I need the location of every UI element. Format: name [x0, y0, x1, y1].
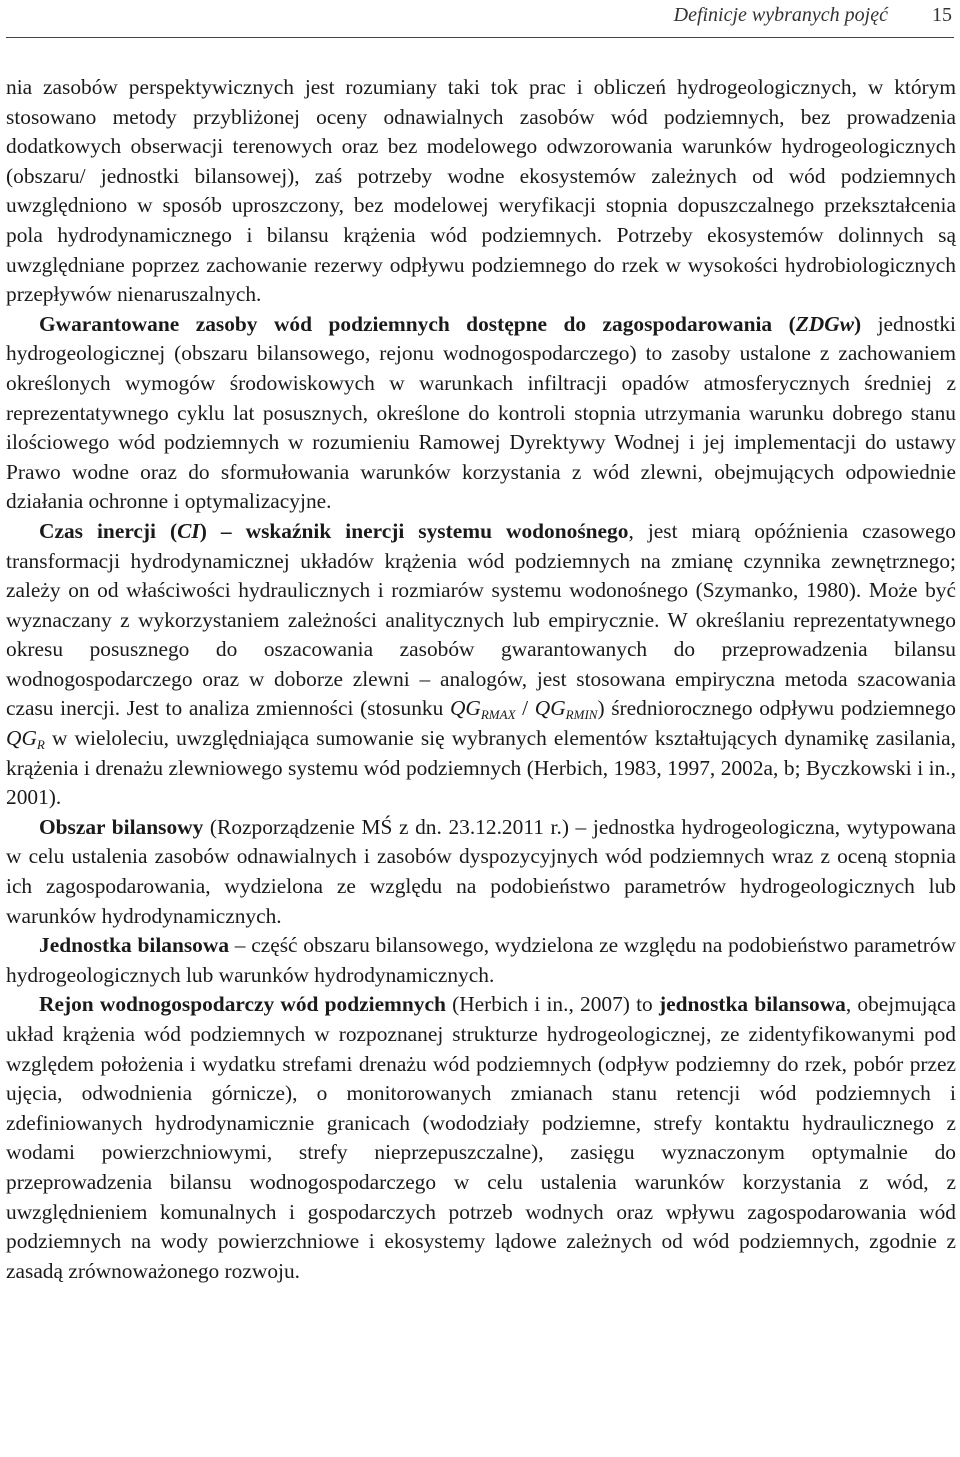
symbol-qg-r: $QG_R$ — [6, 726, 45, 753]
page-body — [6, 73, 956, 1286]
definition-body: jednostki hydrogeologicznej (obszaru bilansowego, rejonu wodnogospodarczego) to zasoby ustalone z zachowaniem określonych wymogów środowiskowych w warunkach infiltracji opadów atmosferycznych średniej z reprezentatywnego cyklu lat posusznych, określone do kontroli stopnia utrzymania warunku dobrego stanu ilościowego wód podziemnych w rozumieniu Ramowej Dyrektywy Wodnej i jej implementacji do ustawy Prawo wodne oraz do sformułowania warunków korzystania z wód zlewni, obejmujących odpowiednie działania ochronne i optymalizacyjne. — [6, 311, 956, 514]
definition-rejon-wodnogospodarczy: Rejon wodnogospodarczy wód podziemnych (Herbich i in., 2007) to jednostka bilansowa, obejmująca układ krążenia wód podziemnych w rozpoznanej strukturze hydrogeologicznej, ze zidentyfikowanymi pod względem położenia i wydatku strefami drenażu wód podziemnych (odpływ podziemny do rzek, pobór przez ujęcia, odwodnienia górnicze), o monitorowanych zmianach stanu retencji wód podziemnych i zdefiniowanych hydrodynamicznie granicach (wododziały podziemne, strefy kontaktu hydraulicznego z wodami powierzchniowymi, strefy nieprzepuszczalne), zasięgu wyznaczonym optymalnie do przeprowadzenia bilansu wodnogospodarczego w celu ustalenia warunków korzystania z wód, z uwzględnieniem komunalnych i gospodarczych potrzeb wodnych oraz wpływu zagospodarowania wód podziemnych na wody powierzchniowe i ekosystemy lądowe zależnych od wód podziemnych, zgodnie z zasadą zrównoważonego rozwoju. — [6, 992, 957, 1283]
symbol-qg-rmax: $QG_{RMAX}$ — [449, 696, 516, 723]
definition-body: , jest miarą opóźnienia czasowego transformacji hydrodynamicznej układów krążenia wód podziemnych na zmianę czynnika zewnętrznego; zależy on od właściwości hydraulicznych i rozmiarów systemu wodonośnego (Szymanko, 1980). Może być wyznaczany z wykorzystaniem zależności analitycznych lub empirycznie. W określaniu reprezentatywnego okresu posusznego do oszacowania zasobów gwarantowanych do przeprowadzenia bilansu wodnogospodarczego oraz w doborze zlewni – analogów, jest stosowana empiryczna metoda szacowania czasu inercji. Jest to analiza zmienności (stosunku — [6, 518, 956, 721]
running-head-title: Definicje wybranych pojęć — [673, 4, 888, 26]
definition-czas-inercji: Czas inercji (CI) – wskaźnik inercji systemu wodonośnego, jest miarą opóźnienia czasowego transformacji hydrodynamicznej układów krążenia wód podziemnych na zmianę czynnika zewnętrznego; zależy on od właściwości hydraulicznych i rozmiarów systemu wodonośnego (Szymanko, 1980). Może być wyznaczany z wykorzystaniem zależności analitycznych lub empirycznie. W określaniu reprezentatywnego okresu posusznego do oszacowania zasobów gwarantowanych do przeprowadzenia bilansu wodnogospodarczego oraz w doborze zlewni – analogów, jest stosowana empiryczna metoda szacowania czasu inercji. Jest to analiza zmienności (stosunku $QG_{RMAX} / QG_{RMIN}$) średniorocznego odpływu podziemnego $QG_R$ w wieloleciu, uwzględniająca sumowanie się wybranych elementów kształtujących dynamikę zasilania, krążenia i drenażu zlewniowego systemu wód podziemnych (Herbich, 1983, 1997, 2002a, b; Byczkowski i in., 2001). — [6, 518, 956, 810]
definition-gwarantowane-zasoby — [6, 310, 956, 517]
definition-body: – część obszaru bilansowego, wydzielona ze względu na podobieństwo parametrów hydrogeologicznych lub warunków hydrodynamicznych. — [6, 933, 956, 987]
definition-term-secondary: jednostka bilansowa — [658, 992, 846, 1017]
definition-term: Czas inercji (CI) – wskaźnik inercji systemu wodonośnego — [39, 518, 629, 543]
definition-term: Jednostka bilansowa — [39, 933, 230, 958]
definition-obszar-bilansowy — [6, 813, 956, 931]
running-head — [0, 0, 960, 38]
definition-body: , obejmująca układ krążenia wód podziemnych w rozpoznanej strukturze hydrogeologicznej, ze zidentyfikowanymi pod względem położenia i wydatku strefami drenażu wód podziemnych (odpływ podziemny do rzek, pobór przez ujęcia, odwodnienia górnicze), o monitorowanych zmianach stanu retencji wód podziemnych i zdefiniowanych hydrodynamicznie granicach (wododziały podziemne, strefy kontaktu hydraulicznego z wodami powierzchniowymi, strefy nieprzepuszczalne), zasięgu wyznaczonym optymalnie do przeprowadzenia bilansu wodnogospodarczego w celu ustalenia warunków korzystania z wód, z uwzględnieniem komunalnych i gospodarczych potrzeb wodnych oraz wpływu zagospodarowania wód podziemnych na wody powierzchniowe i ekosystemy lądowe zależnych od wód podziemnych, zgodnie z zasadą zrównoważonego rozwoju. — [6, 992, 957, 1283]
definition-term: Obszar bilansowy — [39, 814, 204, 839]
page-number: 15 — [932, 4, 952, 26]
symbol-qg-rmin: $QG_{RMIN}$ — [534, 696, 598, 723]
definition-body: (Rozporządzenie MŚ z dn. 23.12.2011 r.) – jednostka hydrogeologiczna, wytypowana w celu ustalenia zasobów odnawialnych i zasobów dyspozycyjnych wód podziemnych wraz z oceną stopnia ich zagospodarowania, wydzielona ze względu na podobieństwo parametrów hydrogeologicznych lub warunków hydrodynamicznych. — [6, 814, 956, 928]
paragraph-continuation: nia zasobów perspektywicznych jest rozumiany taki tok prac i obliczeń hydrogeologicznych, w którym stosowano metody przybliżonej oceny odnawialnych zasobów wód podziemnych, bez prowadzenia dodatkowych obserwacji terenowych oraz bez modelowego odwzorowania warunków hydrogeologicznych (obszaru/ jednostki bilansowej), zaś potrzeby wodne ekosystemów zależnych od wód podziemnych uwzględniono w sposób uproszczony, bez modelowej weryfikacji stopnia dopuszczalnego przekształcenia pola hydrodynamicznego i bilansu krążenia wód podziemnych. Potrzeby ekosystemów dolinnych są uwzględniane poprzez zachowanie rezerwy odpływu podziemnego do rzek w wysokości hydrobiologicznych przepływów nienaruszalnych. — [6, 75, 956, 307]
term-abbreviation: CI — [177, 518, 200, 543]
term-abbreviation: ZDGw — [795, 311, 854, 336]
definition-term: Rejon wodnogospodarczy wód podziemnych — [39, 992, 446, 1017]
header-rule — [6, 37, 954, 38]
definition-term: Gwarantowane zasoby wód podziemnych dostępne do zagospodarowania (ZDGw) — [39, 311, 862, 336]
definition-jednostka-bilansowa — [6, 931, 956, 990]
